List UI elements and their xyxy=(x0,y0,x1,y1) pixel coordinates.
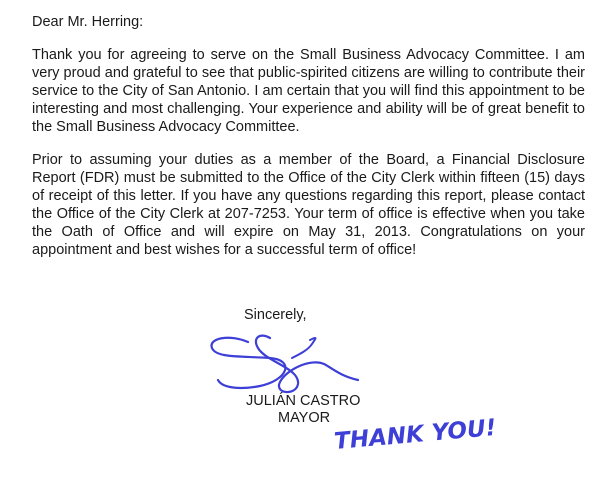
signer-title: MAYOR xyxy=(278,410,331,426)
signer-name: JULIÁN CASTRO xyxy=(246,393,361,409)
handwritten-note: THANK YOU! xyxy=(333,414,498,456)
salutation: Dear Mr. Herring: xyxy=(32,14,144,30)
paragraph-1: Thank you for agreeing to serve on the Small Business Advocacy Committee. I am very proud and grateful to see that public-spirited citizens are willing to contribute their service to the City of San Antonio. I am certain that you will find this appointment to be interesting and most challenging. Your experience and ability will be of great benefit to the Small Business Advocacy Committee. xyxy=(32,47,585,135)
paragraph-2: Prior to assuming your duties as a member of the Board, a Financial Disclosure Report (FDR) must be submitted to the Office of the City Clerk within fifteen (15) days of receipt of this letter. If you have any questions regarding this report, please contact the Office of the City Clerk at 207-7253. Your term of office is effective when you take the Oath of Office and will expire on May 31, 2013. Congratulations on your appointment and best wishes for a successful term of office! xyxy=(32,152,585,258)
closing: Sincerely, xyxy=(244,307,307,323)
signature xyxy=(200,328,360,400)
letter xyxy=(32,0,588,483)
